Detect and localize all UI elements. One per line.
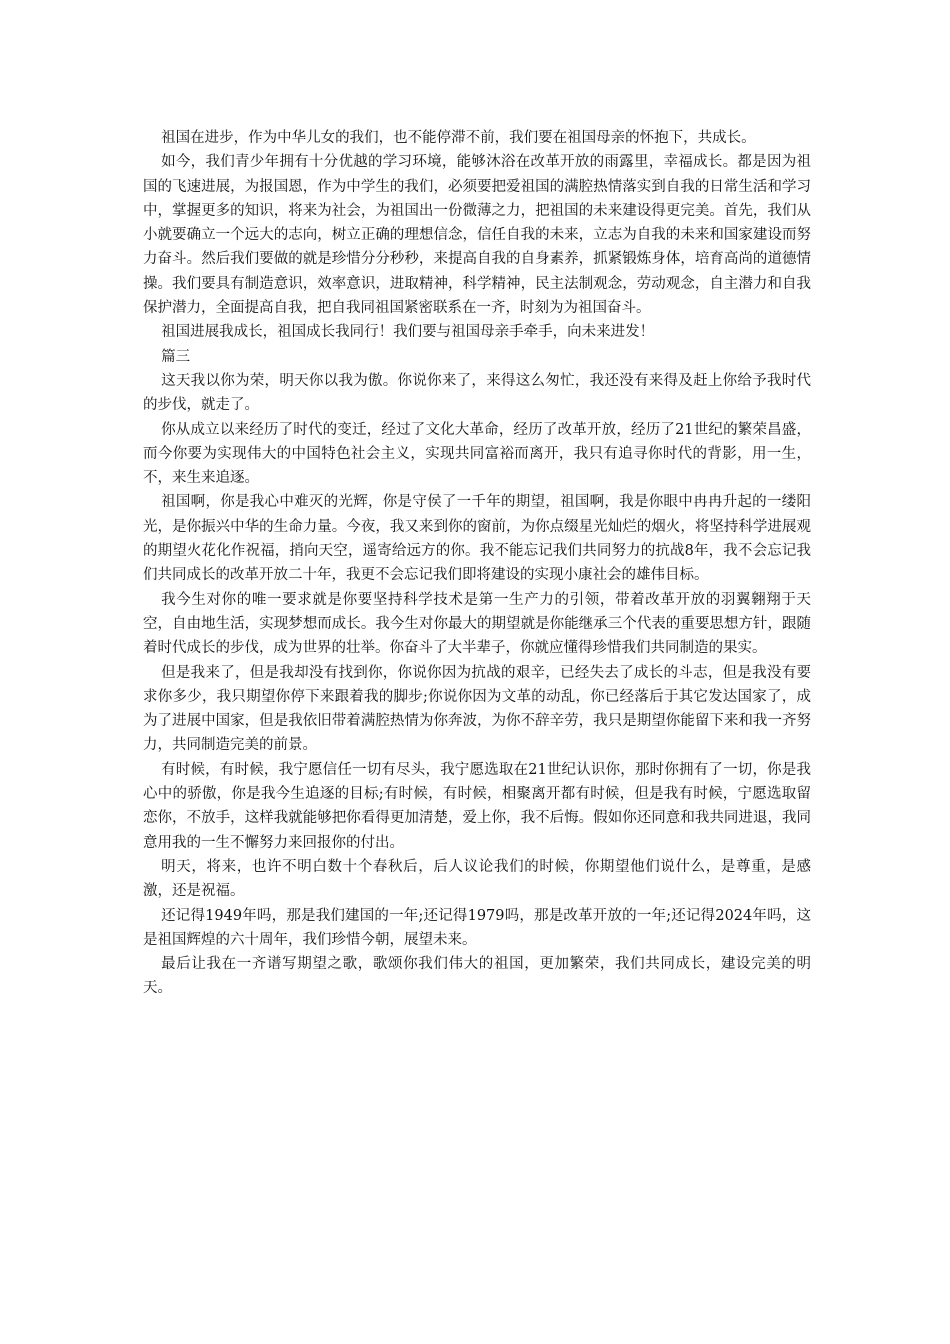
paragraph: 我今生对你的唯一要求就是你要坚持科学技术是第一生产力的引领，带着改革开放的羽翼翱翔于天空，自由地生活，实现梦想而成长。我今生对你最大的期望就是你能继承三个代表的重要思想方针，跟随着时代成长的步伐，成为世界的壮举。你奋斗了大半辈子，你就应懂得珍惜我们共同制造的果实。 — [143, 591, 811, 657]
paragraph: 有时候，有时候，我宁愿信任一切有尽头，我宁愿选取在21世纪认识你，那时你拥有了一切，你是我心中的骄傲，你是我今生追逐的目标;有时候，有时候，相聚离开都有时候，但是我有时候，宁愿选取留恋你，不放手，这样我就能够把你看得更加清楚，爱上你，我不后悔。假如你还同意和我共同进退，我同意用我的一生不懈努力来回报你的付出。 — [143, 761, 811, 851]
paragraph: 你从成立以来经历了时代的变迁，经过了文化大革命，经历了改革开放，经历了21世纪的繁荣昌盛，而今你要为实现伟大的中国特色社会主义，实现共同富裕而离开，我只有追寻你时代的背影，用一生，不，来生来追逐。 — [143, 421, 811, 487]
paragraph: 如今，我们青少年拥有十分优越的学习环境，能够沐浴在改革开放的雨露里，幸福成长。都是因为祖国的飞速进展，为报国恩，作为中学生的我们，必须要把爱祖国的满腔热情落实到自我的日常生活和学习中，掌握更多的知识，将来为社会，为祖国出一份微薄之力，把祖国的未来建设得更完美。首先，我们从小就要确立一个远大的志向，树立正确的理想信念，信任自我的未来，立志为自我的未来和国家建设而努力奋斗。然后我们要做的就是珍惜分分秒秒，来提高自我的自身素养，抓紧锻炼身体，培育高尚的道德情操。我们要具有制造意识，效率意识，进取精神，科学精神，民主法制观念，劳动观念，自主潜力和自我保护潜力，全面提高自我，把自我同祖国紧密联系在一齐，时刻为为祖国奋斗。 — [143, 154, 811, 317]
paragraph: 祖国在进步，作为中华儿女的我们，也不能停滞不前，我们要在祖国母亲的怀抱下，共成长。 — [161, 130, 756, 146]
paragraph: 明天，将来，也许不明白数十个春秋后，后人议论我们的时候，你期望他们说什么，是尊重，是感激，还是祝福。 — [143, 858, 811, 900]
section-heading: 篇三 — [161, 348, 191, 365]
paragraph: 这天我以你为荣，明天你以我为傲。你说你来了，来得这么匆忙，我还没有来得及赶上你给予我时代的步伐，就走了。 — [143, 372, 811, 414]
document-body — [143, 126, 811, 1001]
paragraph: 最后让我在一齐谱写期望之歌，歌颂你我们伟大的祖国，更加繁荣，我们共同成长，建设完美的明天。 — [143, 956, 811, 997]
paragraph: 祖国啊，你是我心中难灭的光辉，你是守侯了一千年的期望，祖国啊，我是你眼中冉冉升起的一缕阳光，是你振兴中华的生命力量。今夜，我又来到你的窗前，为你点缀星光灿烂的烟火，将坚持科学进展观的期望火花化作祝福，捎向天空，遥寄给远方的你。我不能忘记我们共同努力的抗战8年，我不会忘记我们共同成长的改革开放二十年，我更不会忘记我们即将建设的实现小康社会的雄伟目标。 — [143, 494, 811, 584]
paragraph: 但是我来了，但是我却没有找到你，你说你因为抗战的艰辛，已经失去了成长的斗志，但是我没有要求你多少，我只期望你停下来跟着我的脚步;你说你因为文革的动乱，你已经落后于其它发达国家了，成为了进展中国家，但是我依旧带着满腔热情为你奔波，为你不辞辛劳，我只是期望你能留下来和我一齐努力，共同制造完美的前景。 — [143, 664, 811, 754]
paragraph: 还记得1949年吗，那是我们建国的一年;还记得1979吗，那是改革开放的一年;还记得2024年吗，这是祖国辉煌的六十周年，我们珍惜今朝，展望未来。 — [143, 907, 811, 948]
paragraph: 祖国进展我成长，祖国成长我同行！我们要与祖国母亲手牵手，向未来进发！ — [161, 324, 655, 341]
